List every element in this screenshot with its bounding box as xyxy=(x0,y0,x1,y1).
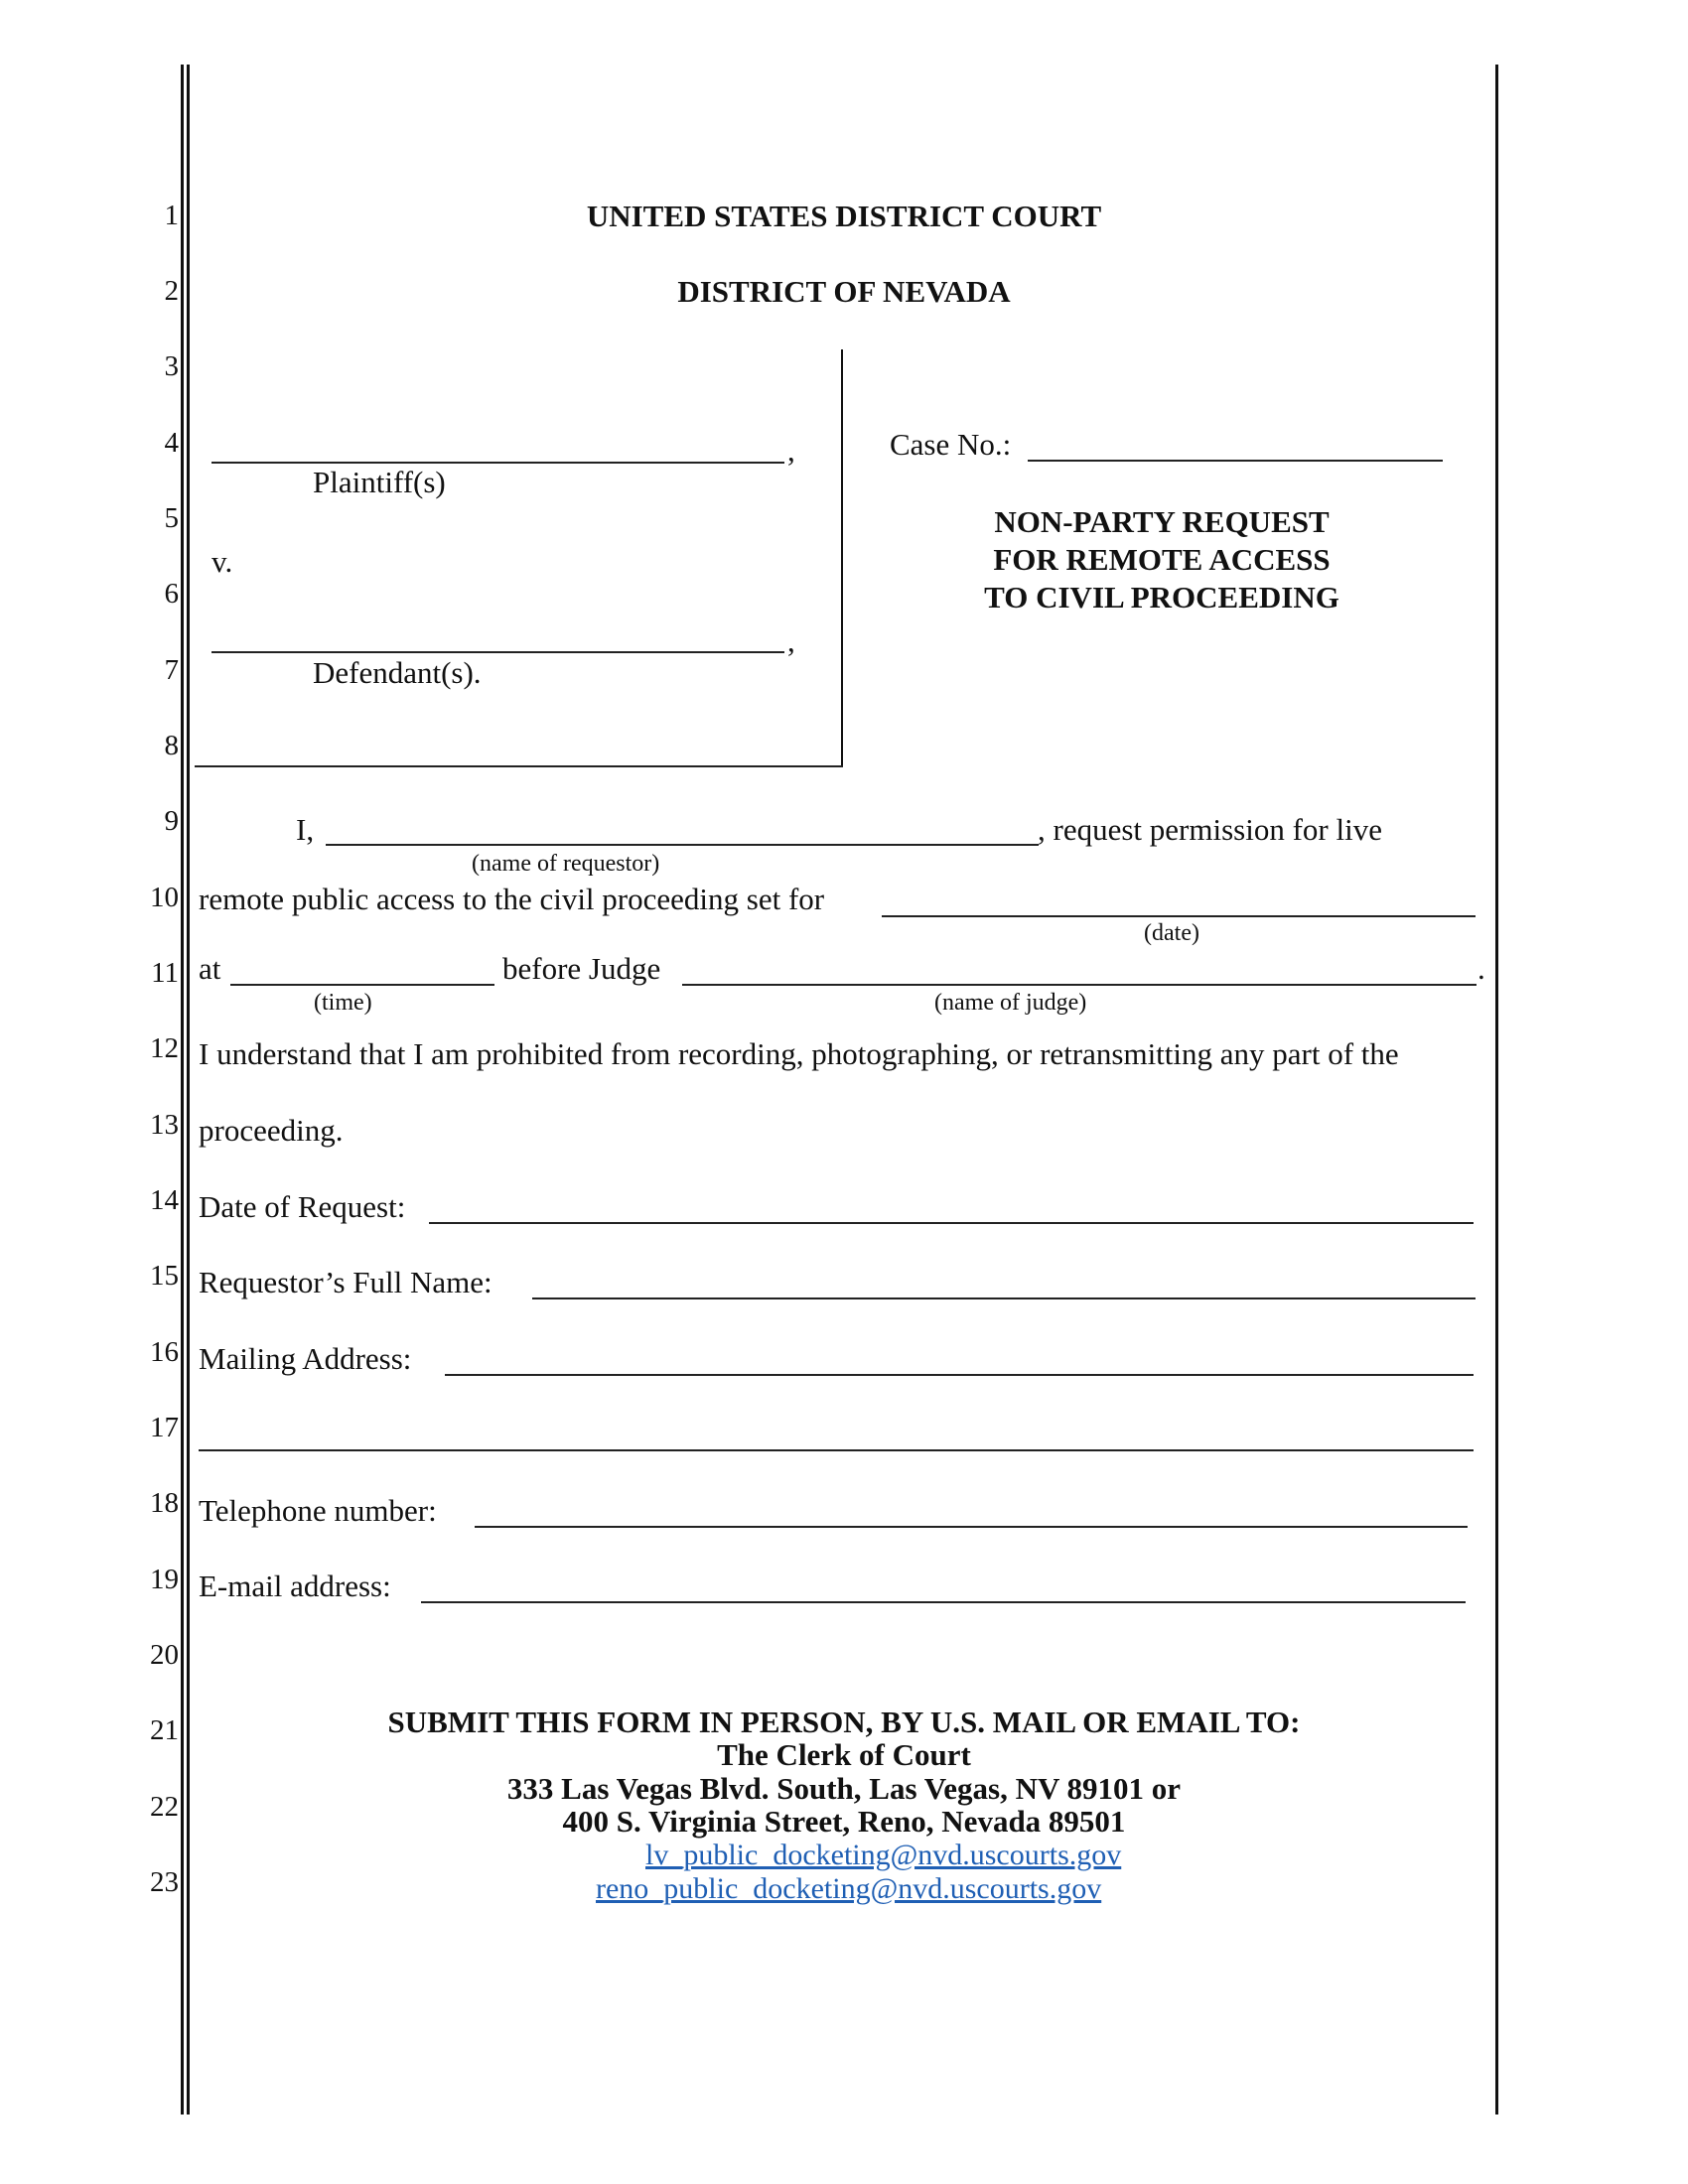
telephone-field[interactable] xyxy=(475,1526,1468,1528)
line-number: 22 xyxy=(150,1791,179,1823)
mailing-address-label: Mailing Address: xyxy=(199,1341,412,1376)
judge-hint: (name of judge) xyxy=(934,990,1087,1016)
before-judge-text: before Judge xyxy=(502,951,661,986)
line-number: 15 xyxy=(150,1260,179,1292)
line-number: 23 xyxy=(150,1866,179,1898)
left-margin-rule-outer xyxy=(181,65,184,2115)
line-number: 7 xyxy=(164,654,179,686)
requestor-name-field[interactable] xyxy=(326,844,1039,846)
prohibition-statement: I understand that I am prohibited from recording, photographing, or retransmitting any part of the xyxy=(199,1036,1399,1071)
line-number: 8 xyxy=(164,730,179,761)
date-of-request-label: Date of Request: xyxy=(199,1189,406,1224)
line-number: 6 xyxy=(164,578,179,610)
line-number: 5 xyxy=(164,502,179,534)
reno-address: 400 S. Virginia Street, Reno, Nevada 89501 xyxy=(562,1804,1126,1839)
telephone-label: Telephone number: xyxy=(199,1493,437,1528)
defendant-label: Defendant(s). xyxy=(313,655,482,690)
date-hint: (date) xyxy=(1144,920,1199,946)
line-number: 20 xyxy=(150,1639,179,1671)
remote-access-text: remote public access to the civil proceeding set for xyxy=(199,882,825,916)
proceeding-time-field[interactable] xyxy=(230,984,494,986)
clerk-of-court: The Clerk of Court xyxy=(717,1737,971,1772)
document-title-line1: NON-PARTY REQUEST xyxy=(994,504,1330,539)
line-number: 3 xyxy=(164,350,179,382)
line-number: 11 xyxy=(151,957,179,989)
line-number: 16 xyxy=(150,1336,179,1368)
left-margin-rule-inner xyxy=(187,65,190,2115)
line-number: 18 xyxy=(150,1487,179,1519)
proceeding-date-field[interactable] xyxy=(882,915,1476,917)
email-field[interactable] xyxy=(421,1601,1466,1603)
plaintiff-label: Plaintiff(s) xyxy=(313,465,446,499)
defendant-name-field[interactable] xyxy=(211,651,784,653)
line-number: 4 xyxy=(164,427,179,459)
reno-email-link[interactable]: reno_public_docketing@nvd.uscourts.gov xyxy=(596,1872,1102,1905)
prohibition-statement-end: proceeding. xyxy=(199,1113,344,1148)
caption-box-right-border xyxy=(841,349,843,766)
i-prefix: I, xyxy=(296,812,315,847)
case-no-field[interactable] xyxy=(1028,460,1443,462)
time-hint: (time) xyxy=(314,990,372,1016)
at-text: at xyxy=(199,951,221,986)
judge-period: . xyxy=(1477,951,1485,986)
line-number: 1 xyxy=(164,200,179,231)
line-number: 9 xyxy=(164,805,179,837)
email-label: E-mail address: xyxy=(199,1569,391,1603)
document-title-line2: FOR REMOTE ACCESS xyxy=(993,542,1331,577)
right-margin-rule xyxy=(1495,65,1498,2115)
court-heading: UNITED STATES DISTRICT COURT xyxy=(586,199,1102,233)
line-number: 17 xyxy=(150,1412,179,1443)
line-number: 21 xyxy=(150,1714,179,1746)
mailing-address-field[interactable] xyxy=(445,1374,1474,1376)
submit-instructions: SUBMIT THIS FORM IN PERSON, BY U.S. MAIL OR EMAIL TO: xyxy=(387,1705,1301,1739)
las-vegas-email-link[interactable]: lv_public_docketing@nvd.uscourts.gov xyxy=(645,1839,1122,1871)
defendant-comma: , xyxy=(787,623,795,658)
judge-name-field[interactable] xyxy=(682,984,1477,986)
line-number: 10 xyxy=(150,882,179,913)
line-number: 14 xyxy=(150,1184,179,1216)
requestor-hint: (name of requestor) xyxy=(472,851,660,877)
full-name-field[interactable] xyxy=(532,1297,1476,1299)
request-permission-text: , request permission for live xyxy=(1038,812,1382,847)
plaintiff-comma: , xyxy=(787,433,795,468)
full-name-label: Requestor’s Full Name: xyxy=(199,1265,492,1299)
mailing-address-field-line2[interactable] xyxy=(199,1449,1474,1451)
district-heading: DISTRICT OF NEVADA xyxy=(677,274,1011,309)
plaintiff-name-field[interactable] xyxy=(211,462,784,464)
line-number: 19 xyxy=(150,1564,179,1595)
line-number: 13 xyxy=(150,1109,179,1141)
line-number: 12 xyxy=(150,1032,179,1064)
line-number: 2 xyxy=(164,275,179,307)
versus-label: v. xyxy=(211,544,233,579)
case-no-label: Case No.: xyxy=(890,427,1012,462)
caption-box-bottom-border xyxy=(195,765,843,767)
date-of-request-field[interactable] xyxy=(429,1222,1474,1224)
las-vegas-address: 333 Las Vegas Blvd. South, Las Vegas, NV 89101 or xyxy=(506,1771,1182,1806)
document-title-line3: TO CIVIL PROCEEDING xyxy=(984,580,1339,614)
